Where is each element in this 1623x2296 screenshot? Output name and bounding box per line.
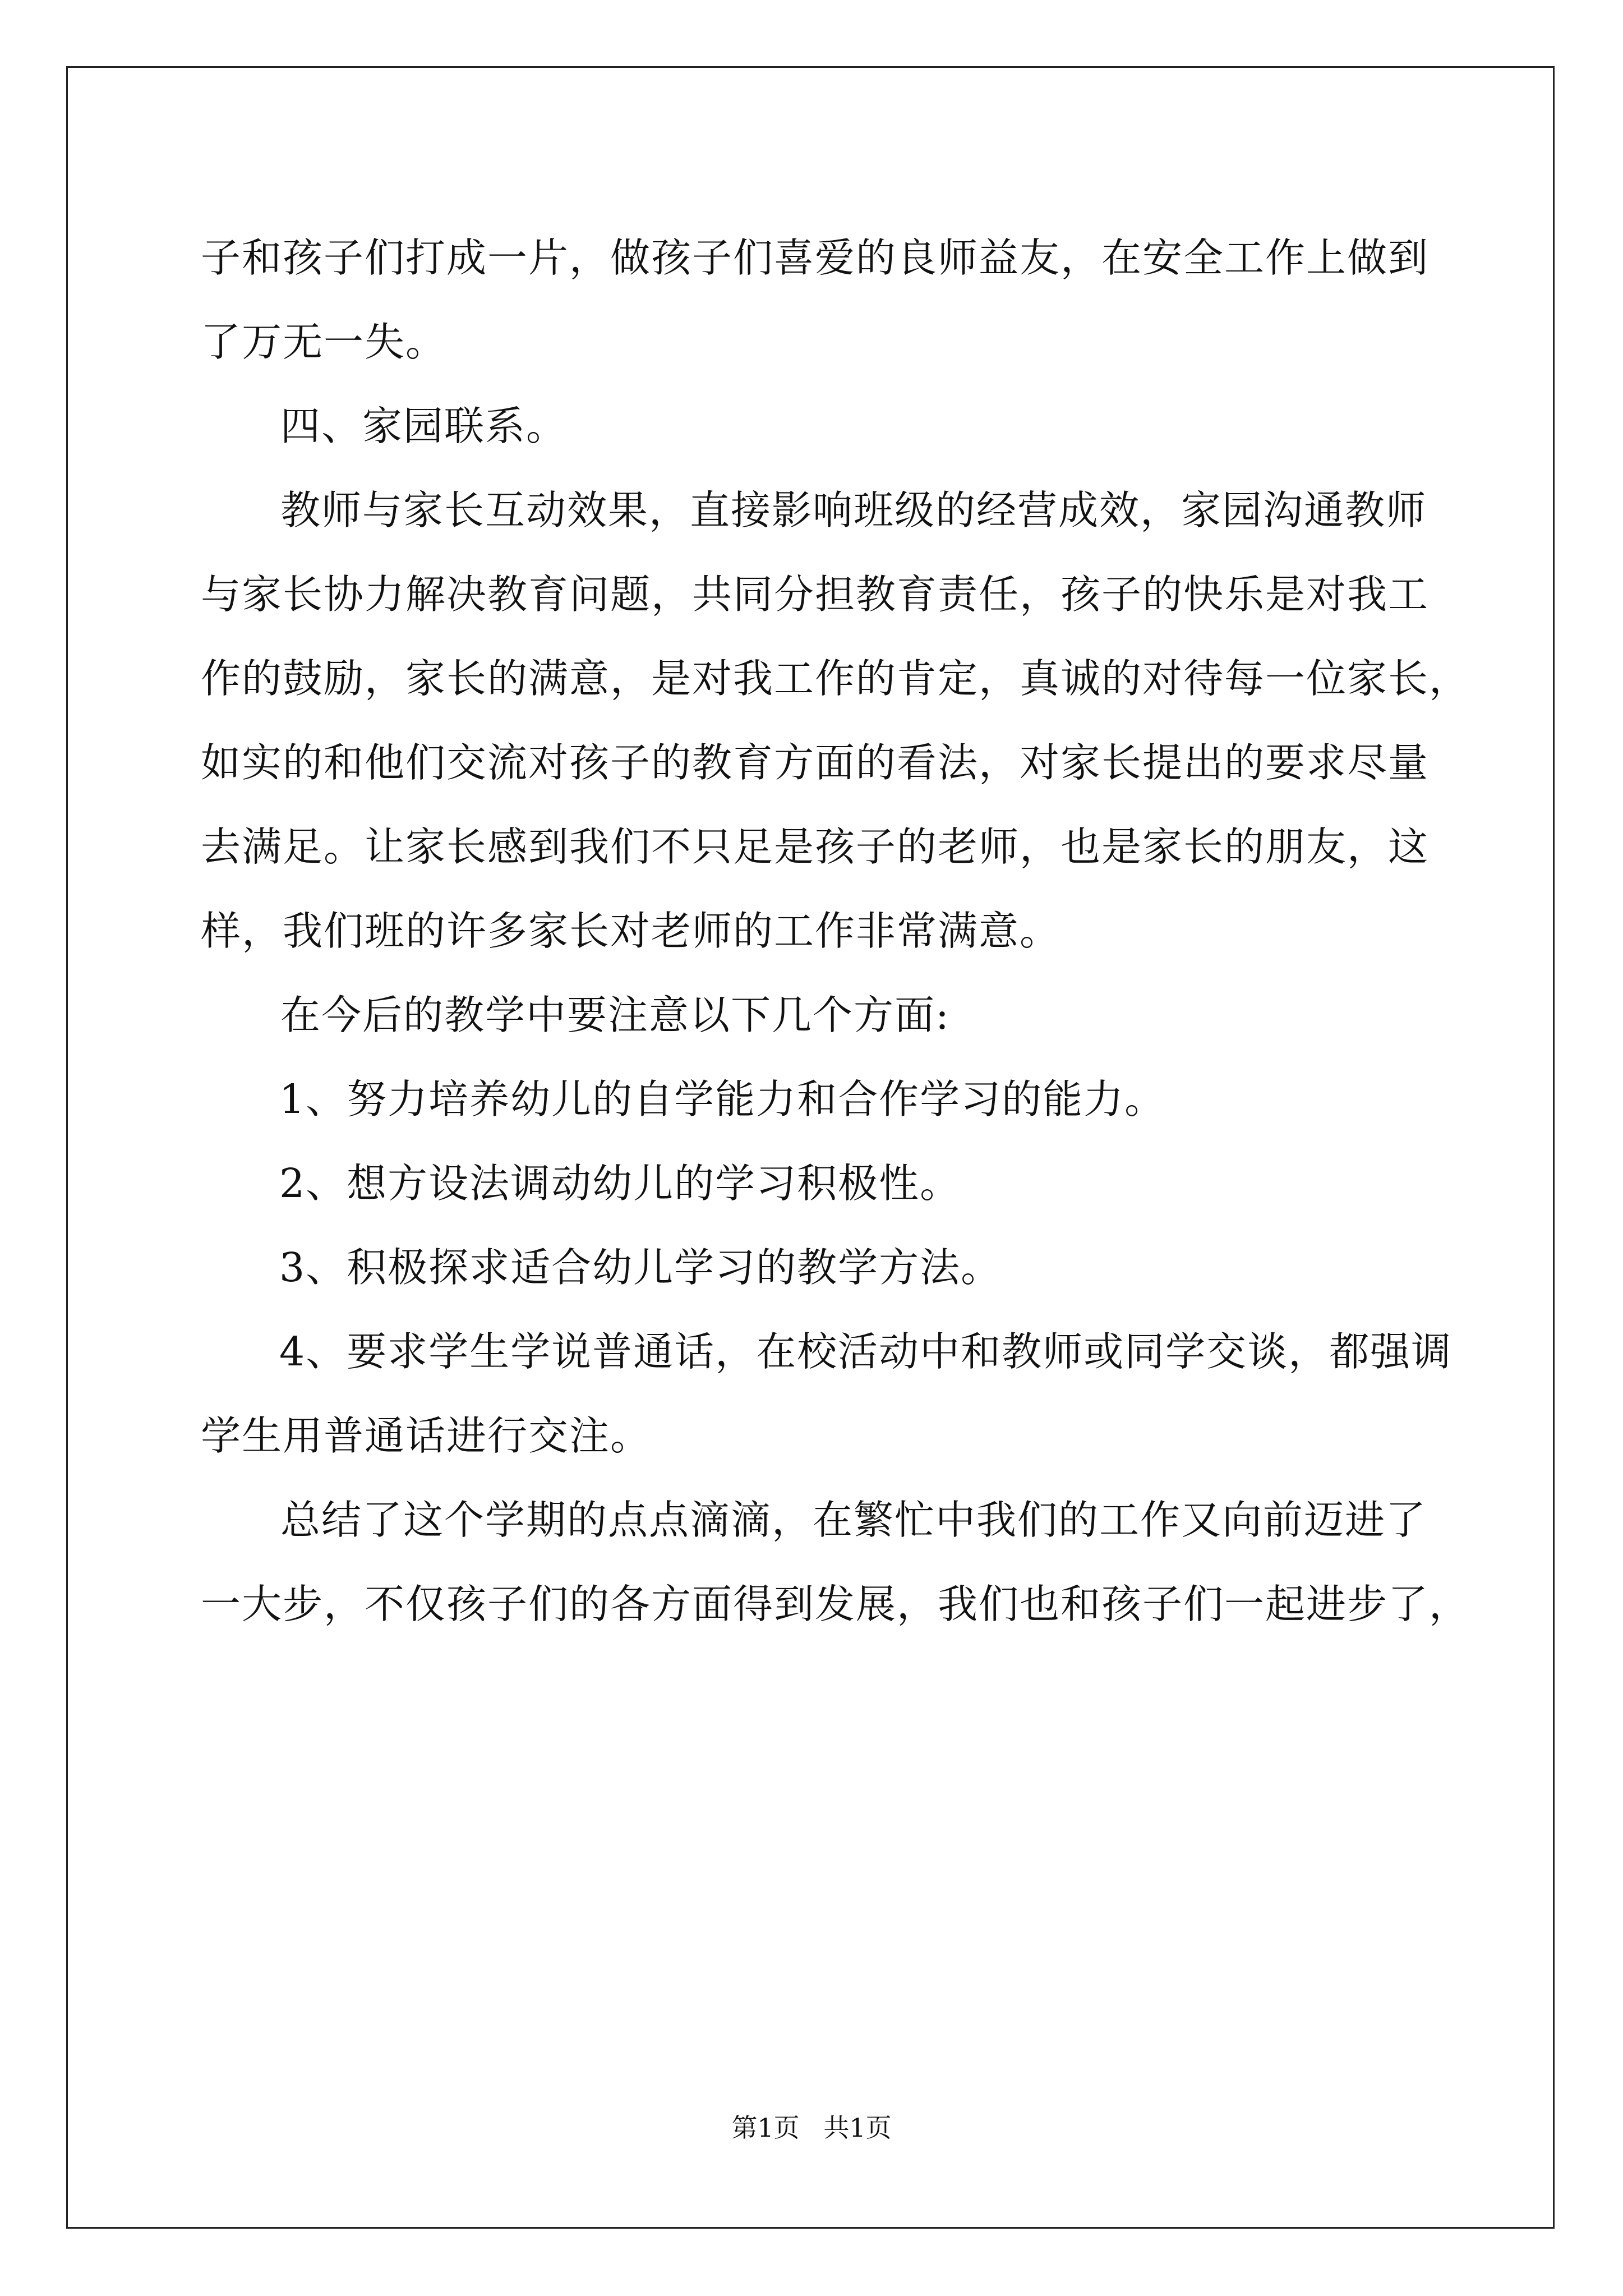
text-line: 了万无一失。 <box>201 319 447 365</box>
list-item: 1、努力培养幼儿的自学能力和合作学习的能力。 <box>279 1076 1166 1122</box>
text-line: 去满足。让家长感到我们不只足是孩子的老师，也是家长的朋友，这 <box>201 823 1430 870</box>
document-body <box>201 216 1470 1646</box>
page-footer <box>0 2111 1623 2145</box>
text-line: 学生用普通话进行交注。 <box>201 1412 652 1459</box>
text-line: 子和孩子们打成一片，做孩子们喜爱的良师益友，在安全工作上做到 <box>201 234 1430 281</box>
text-line: 与家长协力解决教育问题，共同分担教育责任，孩子的快乐是对我工 <box>201 571 1430 618</box>
text-line: 作的鼓励，家长的满意，是对我工作的肯定，真诚的对待每一位家长， <box>201 655 1470 702</box>
section-heading: 四、家园联系。 <box>280 403 568 449</box>
list-item: 2、想方设法调动幼儿的学习积极性。 <box>279 1160 961 1207</box>
text-line: 样，我们班的许多家长对老师的工作非常满意。 <box>201 908 1061 954</box>
list-item: 4、要求学生学说普通话，在校活动中和教师或同学交谈，都强调 <box>279 1328 1453 1375</box>
page-total: 共1页 <box>823 2113 892 2143</box>
text-line: 如实的和他们交流对孩子的教育方面的看法，对家长提出的要求尽量 <box>201 739 1430 786</box>
list-item: 3、积极探求适合幼儿学习的教学方法。 <box>279 1244 1002 1291</box>
text-line: 总结了这个学期的点点滴滴，在繁忙中我们的工作又向前迈进了 <box>280 1497 1427 1543</box>
text-line: 在今后的教学中要注意以下几个方面: <box>280 992 950 1038</box>
text-line: 一大步，不仅孩子们的各方面得到发展，我们也和孩子们一起进步了， <box>201 1581 1470 1627</box>
page-number: 第1页 <box>731 2113 800 2143</box>
text-line: 教师与家长互动效果，直接影响班级的经营成效，家园沟通教师 <box>280 487 1427 533</box>
